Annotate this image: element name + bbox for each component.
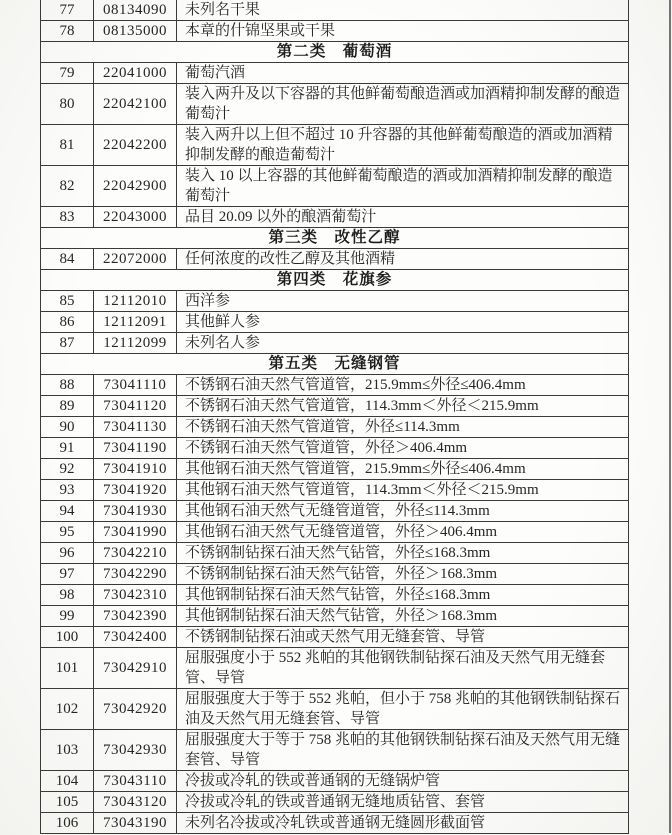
table-row (41, 606, 629, 627)
table-row (41, 813, 629, 834)
table-row (41, 84, 629, 125)
table-row (41, 501, 629, 522)
table-row (41, 312, 629, 333)
table-row (41, 792, 629, 813)
hs-code-cell: 22042900 (94, 166, 177, 207)
hs-code-cell: 22042100 (94, 84, 177, 125)
description-cell: 任何浓度的改性乙醇及其他酒精 (177, 249, 629, 270)
description-cell: 葡萄汽酒 (177, 63, 629, 84)
table-row (41, 730, 629, 771)
row-number-cell: 103 (41, 730, 94, 771)
hs-code-cell: 73042290 (94, 564, 177, 585)
table-row (41, 585, 629, 606)
description-cell: 品目 20.09 以外的酿酒葡萄汁 (177, 207, 629, 228)
hs-code-cell: 73042210 (94, 543, 177, 564)
table-row (41, 166, 629, 207)
table-row (41, 564, 629, 585)
row-number-cell: 99 (41, 606, 94, 627)
hs-code-cell: 12112099 (94, 333, 177, 354)
description-cell: 不锈钢石油天然气管道管，114.3mm＜外径＜215.9mm (177, 396, 629, 417)
row-number-cell: 95 (41, 522, 94, 543)
description-cell: 不锈钢石油天然气管道管，215.9mm≤外径≤406.4mm (177, 375, 629, 396)
row-number-cell: 80 (41, 84, 94, 125)
description-cell: 其他钢石油天然气无缝管道管，外径≤114.3mm (177, 501, 629, 522)
hs-code-cell: 73041120 (94, 396, 177, 417)
table-row (41, 125, 629, 166)
description-cell: 其他鲜人参 (177, 312, 629, 333)
description-cell: 屈服强度大于等于 552 兆帕，但小于 758 兆帕的其他钢铁制钻探石油及天然气用无缝套管、导管 (177, 689, 629, 730)
hs-code-cell: 22072000 (94, 249, 177, 270)
row-number-cell: 86 (41, 312, 94, 333)
description-cell: 其他钢制钻探石油天然气钻管，外径＞168.3mm (177, 606, 629, 627)
row-number-cell: 92 (41, 459, 94, 480)
row-number-cell: 105 (41, 792, 94, 813)
table-row (41, 522, 629, 543)
table-row (41, 21, 629, 42)
row-number-cell: 93 (41, 480, 94, 501)
hs-code-cell: 73041930 (94, 501, 177, 522)
row-number-cell: 102 (41, 689, 94, 730)
section-title: 第五类 无缝钢管 (41, 354, 629, 375)
hs-code-cell: 73042930 (94, 730, 177, 771)
row-number-cell: 78 (41, 21, 94, 42)
section-title: 第二类 葡萄酒 (41, 42, 629, 63)
hs-code-cell: 73041910 (94, 459, 177, 480)
description-cell: 未列名人参 (177, 333, 629, 354)
description-cell: 其他钢石油天然气管道管，114.3mm＜外径＜215.9mm (177, 480, 629, 501)
description-cell: 装入两升以上但不超过 10 升容器的其他鲜葡萄酿造的酒或加酒精抑制发酵的酿造葡萄汁 (177, 125, 629, 166)
hs-code-cell: 73042400 (94, 627, 177, 648)
scan-edge-artifact-line (669, 0, 671, 833)
hs-code-cell: 73041920 (94, 480, 177, 501)
hs-code-cell: 22041000 (94, 63, 177, 84)
table-row (41, 375, 629, 396)
row-number-cell: 87 (41, 333, 94, 354)
hs-code-cell: 73042910 (94, 648, 177, 689)
row-number-cell: 89 (41, 396, 94, 417)
row-number-cell: 94 (41, 501, 94, 522)
row-number-cell: 100 (41, 627, 94, 648)
section-header-row (41, 354, 629, 375)
hs-code-cell: 73043120 (94, 792, 177, 813)
row-number-cell: 106 (41, 813, 94, 834)
hs-code-cell: 73043110 (94, 771, 177, 792)
table-body (41, 0, 629, 834)
description-cell: 屈服强度小于 552 兆帕的其他钢铁制钻探石油及天然气用无缝套管、导管 (177, 648, 629, 689)
description-cell: 不锈钢石油天然气管道管，外径≤114.3mm (177, 417, 629, 438)
row-number-cell: 84 (41, 249, 94, 270)
row-number-cell: 91 (41, 438, 94, 459)
table-row (41, 438, 629, 459)
table-row (41, 417, 629, 438)
description-cell: 不锈钢制钻探石油天然气钻管，外径＞168.3mm (177, 564, 629, 585)
hs-code-cell: 08135000 (94, 21, 177, 42)
table-row (41, 689, 629, 730)
hs-code-cell: 73041130 (94, 417, 177, 438)
row-number-cell: 77 (41, 0, 94, 21)
description-cell: 其他钢石油天然气管道管，215.9mm≤外径≤406.4mm (177, 459, 629, 480)
table-row (41, 543, 629, 564)
hs-code-cell: 73043190 (94, 813, 177, 834)
description-cell: 装入两升及以下容器的其他鲜葡萄酿造酒或加酒精抑制发酵的酿造葡萄汁 (177, 84, 629, 125)
tariff-code-table (40, 0, 629, 834)
description-cell: 其他钢石油天然气无缝管道管，外径＞406.4mm (177, 522, 629, 543)
hs-code-cell: 73041990 (94, 522, 177, 543)
table-row (41, 249, 629, 270)
hs-code-cell: 12112091 (94, 312, 177, 333)
table-row (41, 63, 629, 84)
description-cell: 不锈钢石油天然气管道管，外径＞406.4mm (177, 438, 629, 459)
description-cell: 不锈钢制钻探石油或天然气用无缝套管、导管 (177, 627, 629, 648)
table-row (41, 459, 629, 480)
description-cell: 屈服强度大于等于 758 兆帕的其他钢铁制钻探石油及天然气用无缝套管、导管 (177, 730, 629, 771)
row-number-cell: 101 (41, 648, 94, 689)
row-number-cell: 83 (41, 207, 94, 228)
description-cell: 冷拔或冷轧的铁或普通钢的无缝锅炉管 (177, 771, 629, 792)
section-header-row (41, 42, 629, 63)
table-row (41, 480, 629, 501)
row-number-cell: 104 (41, 771, 94, 792)
description-cell: 装入 10 以上容器的其他鲜葡萄酿造的酒或加酒精抑制发酵的酿造葡萄汁 (177, 166, 629, 207)
row-number-cell: 85 (41, 291, 94, 312)
table-row (41, 207, 629, 228)
table-row (41, 648, 629, 689)
description-cell: 未列名冷拔或冷轧铁或普通钢无缝圆形截面管 (177, 813, 629, 834)
description-cell: 西洋参 (177, 291, 629, 312)
hs-code-cell: 73042390 (94, 606, 177, 627)
description-cell: 本章的什锦坚果或干果 (177, 21, 629, 42)
section-title: 第四类 花旗参 (41, 270, 629, 291)
row-number-cell: 98 (41, 585, 94, 606)
description-cell: 未列名干果 (177, 0, 629, 21)
row-number-cell: 90 (41, 417, 94, 438)
section-header-row (41, 228, 629, 249)
section-title: 第三类 改性乙醇 (41, 228, 629, 249)
table-row (41, 0, 629, 21)
hs-code-cell: 12112010 (94, 291, 177, 312)
table-row (41, 333, 629, 354)
table-row (41, 627, 629, 648)
hs-code-cell: 73041110 (94, 375, 177, 396)
hs-code-cell: 22043000 (94, 207, 177, 228)
hs-code-cell: 73042920 (94, 689, 177, 730)
row-number-cell: 81 (41, 125, 94, 166)
hs-code-cell: 08134090 (94, 0, 177, 21)
table-row (41, 291, 629, 312)
row-number-cell: 97 (41, 564, 94, 585)
hs-code-cell: 22042200 (94, 125, 177, 166)
description-cell: 冷拔或冷轧的铁或普通钢无缝地质钻管、套管 (177, 792, 629, 813)
row-number-cell: 96 (41, 543, 94, 564)
table-row (41, 396, 629, 417)
row-number-cell: 82 (41, 166, 94, 207)
row-number-cell: 88 (41, 375, 94, 396)
row-number-cell: 79 (41, 63, 94, 84)
hs-code-cell: 73042310 (94, 585, 177, 606)
description-cell: 其他钢制钻探石油天然气钻管，外径≤168.3mm (177, 585, 629, 606)
hs-code-cell: 73041190 (94, 438, 177, 459)
description-cell: 不锈钢制钻探石油天然气钻管，外径≤168.3mm (177, 543, 629, 564)
table-row (41, 771, 629, 792)
section-header-row (41, 270, 629, 291)
